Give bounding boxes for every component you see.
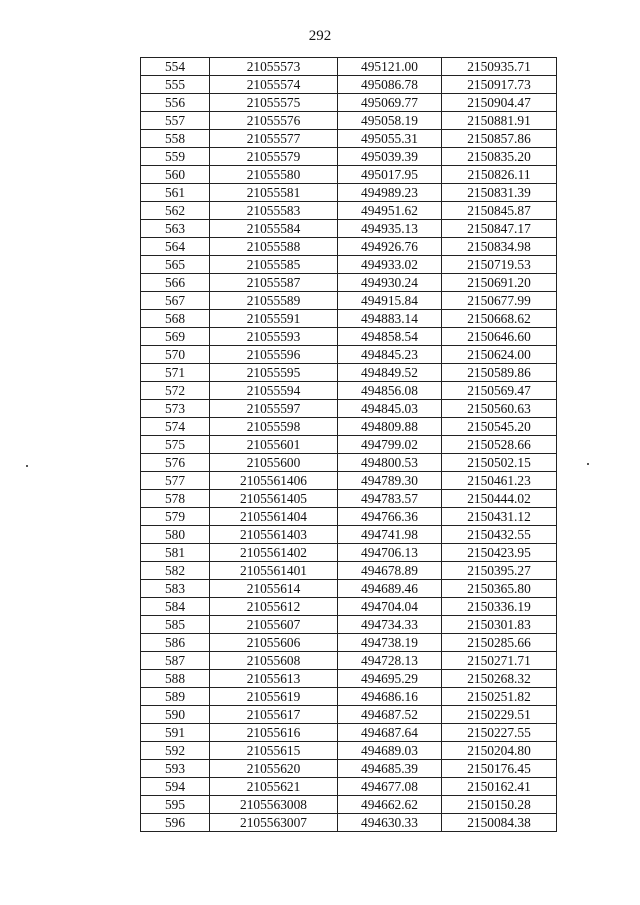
y-coordinate-cell: 2150301.83 bbox=[442, 616, 557, 634]
table-row bbox=[141, 814, 557, 832]
table-row bbox=[141, 490, 557, 508]
y-coordinate-cell: 2150285.66 bbox=[442, 634, 557, 652]
y-coordinate-cell: 2150176.45 bbox=[442, 760, 557, 778]
point-id-cell: 21055600 bbox=[210, 454, 338, 472]
y-coordinate-cell: 2150271.71 bbox=[442, 652, 557, 670]
x-coordinate-cell: 494883.14 bbox=[338, 310, 442, 328]
y-coordinate-cell: 2150150.28 bbox=[442, 796, 557, 814]
point-id-cell: 21055588 bbox=[210, 238, 338, 256]
point-number-cell: 592 bbox=[141, 742, 210, 760]
point-number-cell: 580 bbox=[141, 526, 210, 544]
y-coordinate-cell: 2150719.53 bbox=[442, 256, 557, 274]
y-coordinate-cell: 2150831.39 bbox=[442, 184, 557, 202]
y-coordinate-cell: 2150268.32 bbox=[442, 670, 557, 688]
x-coordinate-cell: 494734.33 bbox=[338, 616, 442, 634]
point-id-cell: 21055575 bbox=[210, 94, 338, 112]
x-coordinate-cell: 495069.77 bbox=[338, 94, 442, 112]
point-number-cell: 562 bbox=[141, 202, 210, 220]
x-coordinate-cell: 495017.95 bbox=[338, 166, 442, 184]
table-row bbox=[141, 436, 557, 454]
y-coordinate-cell: 2150461.23 bbox=[442, 472, 557, 490]
point-id-cell: 21055595 bbox=[210, 364, 338, 382]
point-id-cell: 21055594 bbox=[210, 382, 338, 400]
point-id-cell: 21055606 bbox=[210, 634, 338, 652]
point-id-cell: 21055615 bbox=[210, 742, 338, 760]
table-row bbox=[141, 202, 557, 220]
point-number-cell: 576 bbox=[141, 454, 210, 472]
y-coordinate-cell: 2150545.20 bbox=[442, 418, 557, 436]
point-id-cell: 21055621 bbox=[210, 778, 338, 796]
x-coordinate-cell: 494799.02 bbox=[338, 436, 442, 454]
point-id-cell: 21055591 bbox=[210, 310, 338, 328]
table-row bbox=[141, 274, 557, 292]
point-number-cell: 591 bbox=[141, 724, 210, 742]
point-id-cell: 21055596 bbox=[210, 346, 338, 364]
y-coordinate-cell: 2150668.62 bbox=[442, 310, 557, 328]
point-id-cell: 21055576 bbox=[210, 112, 338, 130]
y-coordinate-cell: 2150444.02 bbox=[442, 490, 557, 508]
point-number-cell: 559 bbox=[141, 148, 210, 166]
table-row bbox=[141, 760, 557, 778]
x-coordinate-cell: 494783.57 bbox=[338, 490, 442, 508]
table-row bbox=[141, 220, 557, 238]
y-coordinate-cell: 2150162.41 bbox=[442, 778, 557, 796]
y-coordinate-cell: 2150691.20 bbox=[442, 274, 557, 292]
point-id-cell: 21055612 bbox=[210, 598, 338, 616]
coordinates-table-body bbox=[141, 58, 557, 832]
table-row bbox=[141, 652, 557, 670]
table-row bbox=[141, 778, 557, 796]
point-number-cell: 563 bbox=[141, 220, 210, 238]
point-id-cell: 21055583 bbox=[210, 202, 338, 220]
x-coordinate-cell: 494689.03 bbox=[338, 742, 442, 760]
y-coordinate-cell: 2150904.47 bbox=[442, 94, 557, 112]
table-row bbox=[141, 526, 557, 544]
point-number-cell: 557 bbox=[141, 112, 210, 130]
x-coordinate-cell: 494856.08 bbox=[338, 382, 442, 400]
point-number-cell: 593 bbox=[141, 760, 210, 778]
point-id-cell: 21055619 bbox=[210, 688, 338, 706]
x-coordinate-cell: 494933.02 bbox=[338, 256, 442, 274]
table-row bbox=[141, 598, 557, 616]
table-row bbox=[141, 400, 557, 418]
table-row bbox=[141, 184, 557, 202]
x-coordinate-cell: 494845.23 bbox=[338, 346, 442, 364]
table-row bbox=[141, 112, 557, 130]
table-row bbox=[141, 796, 557, 814]
point-number-cell: 574 bbox=[141, 418, 210, 436]
table-row bbox=[141, 94, 557, 112]
x-coordinate-cell: 494989.23 bbox=[338, 184, 442, 202]
point-id-cell: 21055614 bbox=[210, 580, 338, 598]
scan-speck bbox=[26, 465, 28, 467]
point-number-cell: 587 bbox=[141, 652, 210, 670]
table-row bbox=[141, 346, 557, 364]
point-id-cell: 21055620 bbox=[210, 760, 338, 778]
y-coordinate-cell: 2150227.55 bbox=[442, 724, 557, 742]
point-id-cell: 21055601 bbox=[210, 436, 338, 454]
x-coordinate-cell: 494951.62 bbox=[338, 202, 442, 220]
y-coordinate-cell: 2150935.71 bbox=[442, 58, 557, 76]
point-number-cell: 578 bbox=[141, 490, 210, 508]
x-coordinate-cell: 494678.89 bbox=[338, 562, 442, 580]
y-coordinate-cell: 2150204.80 bbox=[442, 742, 557, 760]
x-coordinate-cell: 494687.64 bbox=[338, 724, 442, 742]
x-coordinate-cell: 494858.54 bbox=[338, 328, 442, 346]
point-id-cell: 21055616 bbox=[210, 724, 338, 742]
y-coordinate-cell: 2150560.63 bbox=[442, 400, 557, 418]
x-coordinate-cell: 494728.13 bbox=[338, 652, 442, 670]
table-row bbox=[141, 742, 557, 760]
x-coordinate-cell: 494677.08 bbox=[338, 778, 442, 796]
y-coordinate-cell: 2150336.19 bbox=[442, 598, 557, 616]
y-coordinate-cell: 2150528.66 bbox=[442, 436, 557, 454]
y-coordinate-cell: 2150857.86 bbox=[442, 130, 557, 148]
point-number-cell: 589 bbox=[141, 688, 210, 706]
x-coordinate-cell: 494935.13 bbox=[338, 220, 442, 238]
point-number-cell: 579 bbox=[141, 508, 210, 526]
x-coordinate-cell: 494926.76 bbox=[338, 238, 442, 256]
x-coordinate-cell: 494706.13 bbox=[338, 544, 442, 562]
table-row bbox=[141, 706, 557, 724]
x-coordinate-cell: 494741.98 bbox=[338, 526, 442, 544]
y-coordinate-cell: 2150365.80 bbox=[442, 580, 557, 598]
table-row bbox=[141, 256, 557, 274]
y-coordinate-cell: 2150395.27 bbox=[442, 562, 557, 580]
x-coordinate-cell: 494687.52 bbox=[338, 706, 442, 724]
table-row bbox=[141, 616, 557, 634]
table-row bbox=[141, 544, 557, 562]
table-row bbox=[141, 418, 557, 436]
table-row bbox=[141, 382, 557, 400]
point-number-cell: 586 bbox=[141, 634, 210, 652]
y-coordinate-cell: 2150084.38 bbox=[442, 814, 557, 832]
y-coordinate-cell: 2150229.51 bbox=[442, 706, 557, 724]
y-coordinate-cell: 2150624.00 bbox=[442, 346, 557, 364]
table-row bbox=[141, 310, 557, 328]
point-number-cell: 595 bbox=[141, 796, 210, 814]
point-number-cell: 555 bbox=[141, 76, 210, 94]
x-coordinate-cell: 494738.19 bbox=[338, 634, 442, 652]
x-coordinate-cell: 494686.16 bbox=[338, 688, 442, 706]
point-number-cell: 573 bbox=[141, 400, 210, 418]
table-row bbox=[141, 130, 557, 148]
point-number-cell: 558 bbox=[141, 130, 210, 148]
point-id-cell: 21055577 bbox=[210, 130, 338, 148]
x-coordinate-cell: 495039.39 bbox=[338, 148, 442, 166]
y-coordinate-cell: 2150432.55 bbox=[442, 526, 557, 544]
table-row bbox=[141, 166, 557, 184]
point-id-cell: 21055581 bbox=[210, 184, 338, 202]
point-number-cell: 561 bbox=[141, 184, 210, 202]
point-id-cell: 2105563008 bbox=[210, 796, 338, 814]
point-id-cell: 21055585 bbox=[210, 256, 338, 274]
point-number-cell: 556 bbox=[141, 94, 210, 112]
x-coordinate-cell: 494915.84 bbox=[338, 292, 442, 310]
point-number-cell: 566 bbox=[141, 274, 210, 292]
table-row bbox=[141, 472, 557, 490]
y-coordinate-cell: 2150835.20 bbox=[442, 148, 557, 166]
point-id-cell: 21055580 bbox=[210, 166, 338, 184]
x-coordinate-cell: 494789.30 bbox=[338, 472, 442, 490]
x-coordinate-cell: 495058.19 bbox=[338, 112, 442, 130]
x-coordinate-cell: 495086.78 bbox=[338, 76, 442, 94]
y-coordinate-cell: 2150826.11 bbox=[442, 166, 557, 184]
y-coordinate-cell: 2150847.17 bbox=[442, 220, 557, 238]
point-id-cell: 21055617 bbox=[210, 706, 338, 724]
point-id-cell: 21055598 bbox=[210, 418, 338, 436]
y-coordinate-cell: 2150917.73 bbox=[442, 76, 557, 94]
x-coordinate-cell: 494809.88 bbox=[338, 418, 442, 436]
coordinates-table bbox=[140, 57, 557, 832]
point-id-cell: 21055579 bbox=[210, 148, 338, 166]
y-coordinate-cell: 2150251.82 bbox=[442, 688, 557, 706]
point-id-cell: 2105561404 bbox=[210, 508, 338, 526]
point-id-cell: 21055584 bbox=[210, 220, 338, 238]
table-row bbox=[141, 148, 557, 166]
x-coordinate-cell: 494695.29 bbox=[338, 670, 442, 688]
y-coordinate-cell: 2150431.12 bbox=[442, 508, 557, 526]
point-number-cell: 571 bbox=[141, 364, 210, 382]
point-id-cell: 2105561402 bbox=[210, 544, 338, 562]
point-number-cell: 568 bbox=[141, 310, 210, 328]
y-coordinate-cell: 2150502.15 bbox=[442, 454, 557, 472]
point-id-cell: 21055607 bbox=[210, 616, 338, 634]
table-row bbox=[141, 364, 557, 382]
x-coordinate-cell: 494704.04 bbox=[338, 598, 442, 616]
point-id-cell: 21055608 bbox=[210, 652, 338, 670]
point-id-cell: 2105561405 bbox=[210, 490, 338, 508]
point-number-cell: 572 bbox=[141, 382, 210, 400]
point-number-cell: 570 bbox=[141, 346, 210, 364]
x-coordinate-cell: 494685.39 bbox=[338, 760, 442, 778]
x-coordinate-cell: 494662.62 bbox=[338, 796, 442, 814]
x-coordinate-cell: 495055.31 bbox=[338, 130, 442, 148]
point-number-cell: 575 bbox=[141, 436, 210, 454]
point-id-cell: 21055573 bbox=[210, 58, 338, 76]
table-row bbox=[141, 454, 557, 472]
point-number-cell: 596 bbox=[141, 814, 210, 832]
point-number-cell: 590 bbox=[141, 706, 210, 724]
point-number-cell: 583 bbox=[141, 580, 210, 598]
point-id-cell: 21055574 bbox=[210, 76, 338, 94]
x-coordinate-cell: 494689.46 bbox=[338, 580, 442, 598]
point-number-cell: 584 bbox=[141, 598, 210, 616]
point-id-cell: 2105561403 bbox=[210, 526, 338, 544]
point-id-cell: 21055587 bbox=[210, 274, 338, 292]
y-coordinate-cell: 2150423.95 bbox=[442, 544, 557, 562]
point-id-cell: 2105561401 bbox=[210, 562, 338, 580]
point-id-cell: 21055589 bbox=[210, 292, 338, 310]
point-number-cell: 567 bbox=[141, 292, 210, 310]
x-coordinate-cell: 494930.24 bbox=[338, 274, 442, 292]
point-number-cell: 581 bbox=[141, 544, 210, 562]
table-row bbox=[141, 688, 557, 706]
table-row bbox=[141, 670, 557, 688]
table-row bbox=[141, 238, 557, 256]
scan-speck bbox=[587, 463, 589, 465]
point-id-cell: 2105561406 bbox=[210, 472, 338, 490]
point-id-cell: 21055597 bbox=[210, 400, 338, 418]
table-row bbox=[141, 58, 557, 76]
point-number-cell: 569 bbox=[141, 328, 210, 346]
table-row bbox=[141, 724, 557, 742]
y-coordinate-cell: 2150834.98 bbox=[442, 238, 557, 256]
point-id-cell: 2105563007 bbox=[210, 814, 338, 832]
y-coordinate-cell: 2150677.99 bbox=[442, 292, 557, 310]
point-number-cell: 588 bbox=[141, 670, 210, 688]
point-number-cell: 582 bbox=[141, 562, 210, 580]
point-number-cell: 577 bbox=[141, 472, 210, 490]
y-coordinate-cell: 2150589.86 bbox=[442, 364, 557, 382]
point-number-cell: 560 bbox=[141, 166, 210, 184]
point-number-cell: 585 bbox=[141, 616, 210, 634]
table-row bbox=[141, 292, 557, 310]
page-number: 292 bbox=[308, 28, 332, 44]
x-coordinate-cell: 494800.53 bbox=[338, 454, 442, 472]
x-coordinate-cell: 494849.52 bbox=[338, 364, 442, 382]
y-coordinate-cell: 2150569.47 bbox=[442, 382, 557, 400]
point-number-cell: 564 bbox=[141, 238, 210, 256]
point-number-cell: 554 bbox=[141, 58, 210, 76]
point-id-cell: 21055593 bbox=[210, 328, 338, 346]
y-coordinate-cell: 2150881.91 bbox=[442, 112, 557, 130]
table-row bbox=[141, 76, 557, 94]
table-row bbox=[141, 580, 557, 598]
y-coordinate-cell: 2150646.60 bbox=[442, 328, 557, 346]
table-row bbox=[141, 328, 557, 346]
point-id-cell: 21055613 bbox=[210, 670, 338, 688]
y-coordinate-cell: 2150845.87 bbox=[442, 202, 557, 220]
table-row bbox=[141, 562, 557, 580]
x-coordinate-cell: 495121.00 bbox=[338, 58, 442, 76]
point-number-cell: 565 bbox=[141, 256, 210, 274]
table-row bbox=[141, 634, 557, 652]
x-coordinate-cell: 494766.36 bbox=[338, 508, 442, 526]
point-number-cell: 594 bbox=[141, 778, 210, 796]
x-coordinate-cell: 494630.33 bbox=[338, 814, 442, 832]
x-coordinate-cell: 494845.03 bbox=[338, 400, 442, 418]
table-row bbox=[141, 508, 557, 526]
